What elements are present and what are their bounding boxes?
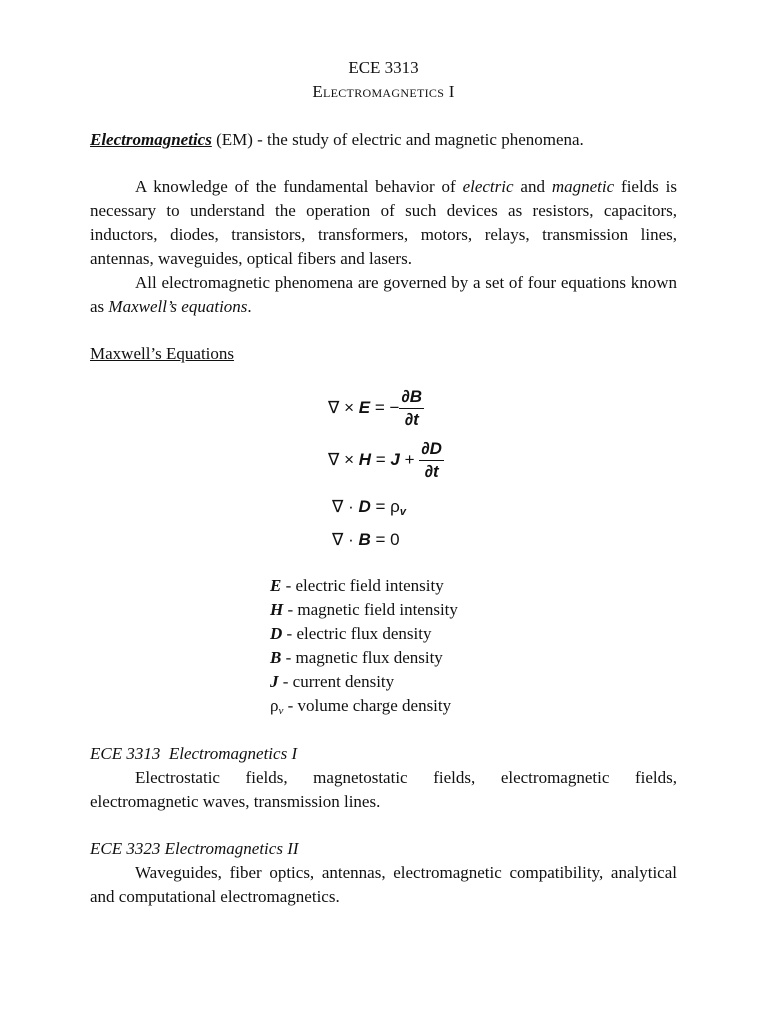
intro-term: Electromagnetics	[90, 130, 212, 149]
eq1-fraction	[399, 386, 424, 431]
definition-symbol: B	[270, 648, 282, 667]
eq2-fraction	[419, 438, 444, 483]
eq1-var: E	[358, 397, 371, 417]
equation-faraday	[328, 386, 424, 431]
maxwell-heading-text: Maxwell’s Equations	[90, 344, 235, 363]
definition-item	[270, 622, 630, 646]
course1-description: Electrostatic fields, magnetostatic fields, electromagnetic fields, electromagnetic waves, transmission lines.	[90, 768, 677, 811]
eq3-var: D	[358, 497, 371, 516]
definition-item	[270, 646, 630, 670]
paragraph-devices	[90, 175, 677, 271]
paragraph-maxwell	[90, 271, 677, 319]
eq2-numerator: ∂D	[419, 438, 444, 461]
word-electric: electric	[462, 177, 514, 196]
eq3-subscript: v	[399, 506, 406, 518]
definition-text: - current density	[278, 672, 395, 691]
course1-title: ECE 3313 Electromagnetics I	[90, 744, 298, 763]
eq2-var2: J	[390, 449, 400, 469]
eq2-lhs: ∇ ×	[328, 449, 359, 469]
definition-text: - magnetic flux density	[281, 648, 443, 667]
definition-subscript: v	[278, 705, 284, 717]
definition-symbol: J	[270, 672, 279, 691]
word-magnetic: magnetic	[551, 177, 615, 196]
eq3-equals: = ρ	[370, 497, 400, 516]
document-page	[90, 0, 677, 1024]
eq2-plus: +	[399, 449, 420, 469]
definition-text: - volume charge density	[283, 696, 452, 715]
definition-symbol: H	[270, 600, 284, 619]
eq1-lhs: ∇ ×	[328, 397, 359, 417]
intro-definition: (EM) - the study of electric and magnetic phenomena.	[211, 130, 584, 149]
definition-text: - electric field intensity	[281, 576, 444, 595]
paragraph-devices-text-1: A knowledge of the fundamental behavior of	[135, 177, 463, 196]
eq4-lhs: ∇ ·	[332, 530, 359, 549]
word-maxwell-equations: Maxwell’s equations	[108, 297, 248, 316]
eq4-equals: = 0	[370, 530, 400, 549]
eq1-denominator: ∂t	[404, 410, 419, 429]
definition-text: - magnetic field intensity	[283, 600, 458, 619]
word-and: and	[513, 177, 552, 196]
definition-symbol: ρ	[270, 696, 279, 715]
definition-item	[270, 694, 630, 718]
symbol-definitions	[270, 574, 630, 718]
definition-item	[270, 670, 630, 694]
eq1-numerator: ∂B	[399, 386, 424, 409]
equation-ampere	[328, 438, 444, 483]
definition-symbol: D	[270, 624, 283, 643]
definition-item	[270, 574, 630, 598]
definition-text: - electric flux density	[282, 624, 432, 643]
eq4-var: B	[358, 530, 371, 549]
course-code: ECE 3313	[348, 58, 419, 77]
definition-symbol: E	[270, 576, 282, 595]
eq3-lhs: ∇ ·	[332, 497, 359, 516]
eq1-equals: = −	[370, 397, 400, 417]
paragraph-maxwell-text: All electromagnetic phenomena are governed by a set of four equations known as	[90, 273, 677, 316]
course2-title: ECE 3323 Electromagnetics II	[90, 839, 299, 858]
course-title: Electromagnetics I	[312, 82, 455, 101]
course2-description: Waveguides, fiber optics, antennas, electromagnetic compatibility, analytical and computational electromagnetics.	[90, 863, 677, 906]
equation-gauss-electric	[332, 495, 406, 519]
eq2-var: H	[358, 449, 372, 469]
paragraph-devices-text-2: fields is necessary to understand the operation of such devices as resistors, capacitors, inductors, diodes, transistors, transformers, motors, relays, transmission lines, antennas, waveguides, optical fibers and lasers.	[90, 177, 678, 268]
definition-item	[270, 598, 630, 622]
equation-gauss-magnetic	[332, 528, 400, 552]
eq2-equals: =	[371, 449, 391, 469]
maxwell-heading	[90, 342, 677, 366]
intro-line	[90, 128, 677, 152]
paragraph-maxwell-end: .	[247, 297, 252, 316]
eq2-denominator: ∂t	[424, 462, 439, 481]
